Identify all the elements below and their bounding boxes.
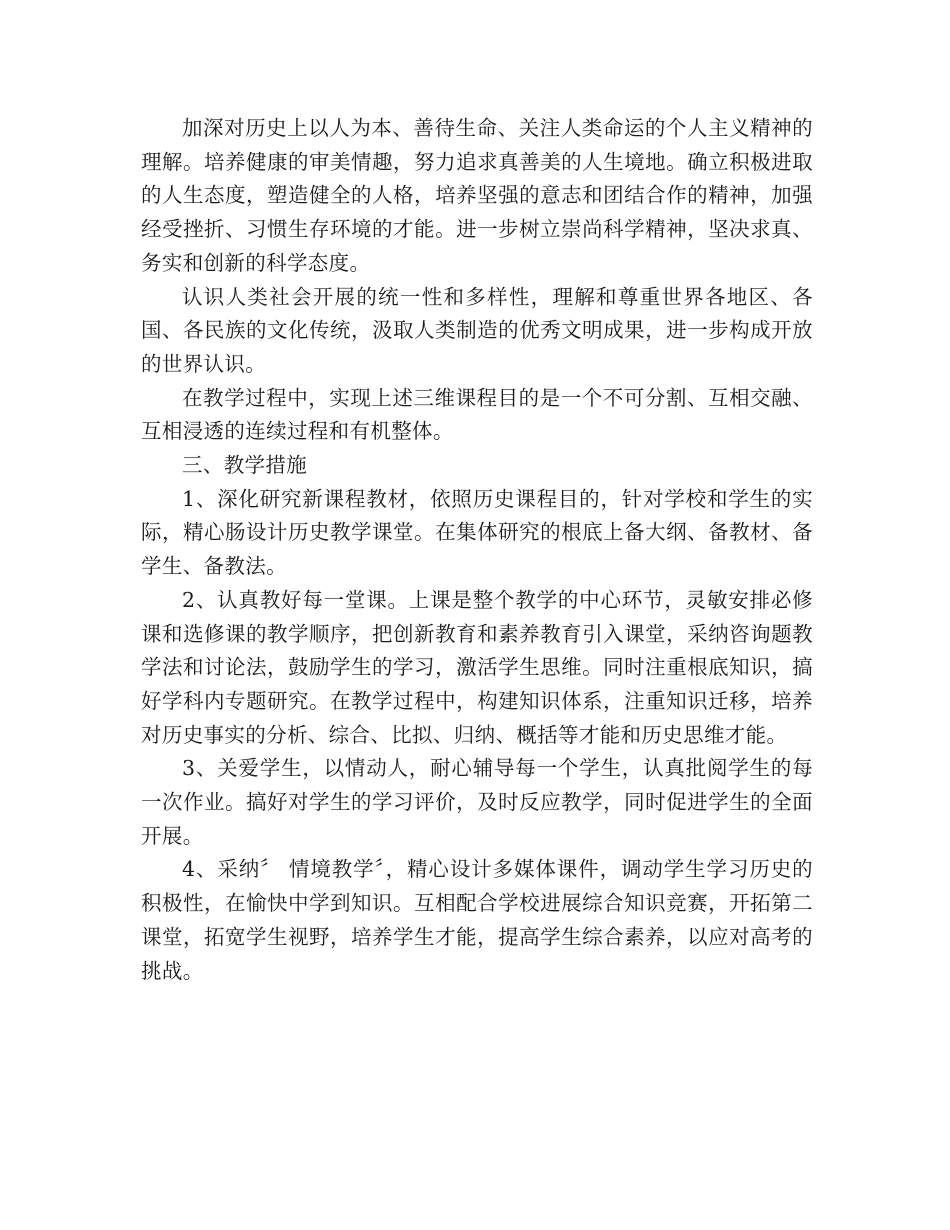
measure-item-2: 2、认真教好每一堂课。上课是整个教学的中心环节，灵敏安排必修课和选修课的教学顺序，把创新教育和素养教育引入课堂，采纳咨询题教学法和讨论法，鼓励学生的学习，激活学生思维。同时注重根底知识，搞好学科内专题研究。在教学过程中，构建知识体系，注重知识迁移，培养对历史事实的分析、综合、比拟、归纳、概括等才能和历史思维才能。: [141, 587, 813, 747]
paragraph-world-view: 认识人类社会开展的统一性和多样性，理解和尊重世界各地区、各国、各民族的文化传统，汲取人类制造的优秀文明成果，进一步构成开放的世界认识。: [141, 284, 813, 376]
section-heading-teaching-measures: 三、教学措施: [182, 453, 308, 478]
paragraph-teaching-process: 在教学过程中，实现上述三维课程目的是一个不可分割、互相交融、互相浸透的连续过程和有机整体。: [141, 385, 813, 444]
measure-item-3: 3、关爱学生，以情动人，耐心辅导每一个学生，认真批阅学生的每一次作业。搞好对学生的学习评价，及时反应教学，同时促进学生的全面开展。: [141, 756, 813, 848]
measure-item-4: 4、采纳〞 情境教学〞，精心设计多媒体课件，调动学生学习历史的积极性，在愉快中学到知识。互相配合学校进展综合知识竞赛，开拓第二课堂，拓宽学生视野，培养学生才能，提高学生综合素养，以应对高考的挑战。: [141, 857, 813, 983]
paragraph-humanism: 加深对历史上以人为本、善待生命、关注人类命运的个人主义精神的理解。培养健康的审美情趣，努力追求真善美的人生境地。确立积极进取的人生态度，塑造健全的人格，培养坚强的意志和团结合作的精神，加强经受挫折、习惯生存环境的才能。进一步树立崇尚科学精神，坚决求真、务实和创新的科学态度。: [141, 116, 813, 275]
measure-item-1: 1、深化研究新课程教材，依照历史课程目的，针对学校和学生的实际，精心肠设计历史教学课堂。在集体研究的根底上备大纲、备教材、备学生、备教法。: [141, 486, 813, 579]
document-page: [141, 112, 813, 988]
